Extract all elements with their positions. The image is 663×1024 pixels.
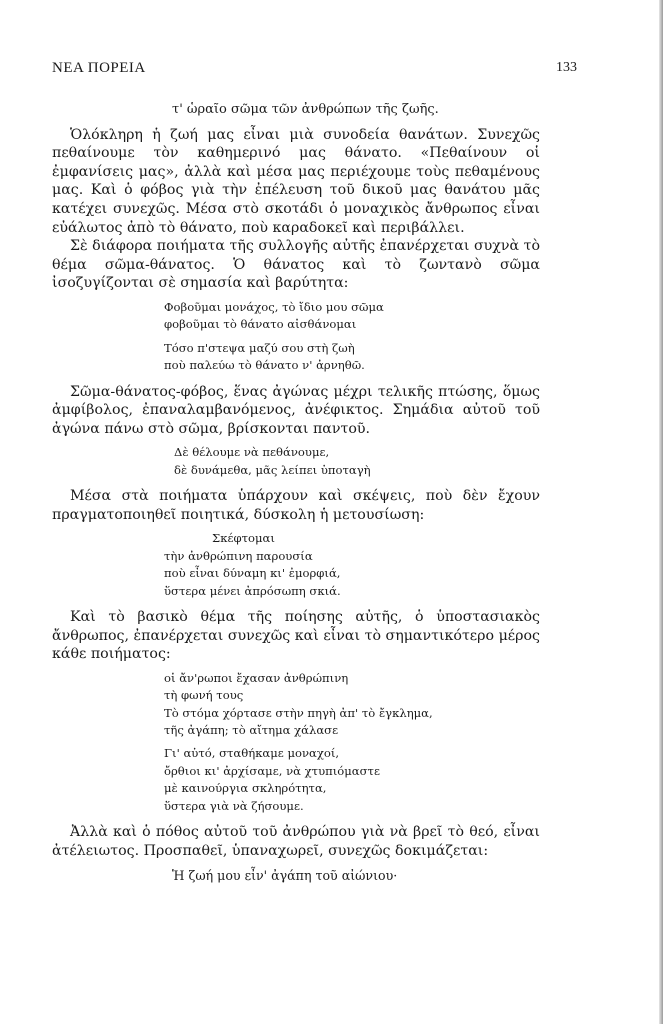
verse-line: Γι' αὐτό, σταθήκαμε μοναχοί, <box>164 746 340 761</box>
paragraph: Σῶμα-θάνατος-φόβος, ἕνας ἀγώνας μέχρι τελικῆς πτώσης, ὅμως ἀμφίβολος, ἐπαναλαμβανόμενος, ἀνέφικτος. Σημάδια αὐτοῦ τοῦ ἀγώνα πάνω στὸ σῶμα, βρίσκονται παντοῦ. <box>52 383 540 437</box>
verse-line: Ἡ ζωή μου εἶν' ἀγάπη τοῦ αἰώνιου· <box>172 868 398 884</box>
verse-line: δὲ δυνάμεθα, μᾶς λείπει ὑποταγὴ <box>174 462 371 477</box>
poem-excerpt <box>52 444 540 479</box>
verse-line: ποὺ εἶναι δύναμη κι' ἐμορφιά, <box>164 566 341 581</box>
verse-line: ὄρθιοι κι' ἀρχίσαμε, νὰ χτυπιόμαστε <box>164 763 380 778</box>
verse-line: Δὲ θέλουμε νὰ πεθάνουμε, <box>174 445 330 460</box>
verse-line: φοβοῦμαι τὸ θάνατο αἰσθάνομαι <box>164 317 357 332</box>
poem-excerpt <box>52 530 540 600</box>
paragraph: Ἀλλὰ καὶ ὁ πόθος αὐτοῦ τοῦ ἀνθρώπου γιὰ νὰ βρεῖ τὸ θεό, εἶναι ἀτέλειωτος. Προσπαθεῖ, ὑπαναχωρεῖ, συνεχῶς δοκιμάζεται: <box>52 824 540 859</box>
poem-excerpt <box>52 670 540 815</box>
page-body <box>52 101 540 883</box>
verse-line: Σκέφτομαι <box>212 531 275 546</box>
verse-line: ὕστερα γιὰ νὰ ζήσουμε. <box>164 798 304 813</box>
verse-line: Τὸ στόμα χόρτασε στὴν πηγὴ ἀπ' τὸ ἔγκλημα, <box>164 705 433 720</box>
paragraph: Ὁλόκληρη ἡ ζωή μας εἶναι μιὰ συνοδεία θανάτων. Συνεχῶς πεθαίνουμε τὸν καθημερινό μας θάνατο. «Πεθαίνουν οἱ ἐμφανίσεις μας», ἀλλὰ καὶ μέσα μας περιέχουμε τοὺς πεθαμένους μας. Καὶ ὁ φόβος γιὰ τὴν ἐπέλευση τοῦ δικοῦ μας θανάτου μᾶς κατέχει συνεχῶς. Μέσα στὸ σκοτάδι ὁ μοναχικὸς ἄνθρωπος εἶναι εὐάλωτος ἀπὸ τὸ θάνατο, ποὺ καραδοκεῖ καὶ περιβάλλει. <box>52 126 540 236</box>
paragraph: Μέσα στὰ ποιήματα ὑπάρχουν καὶ σκέψεις, ποὺ δὲν ἔχουν πραγματοποιηθεῖ ποιητικά, δύσκολη ἡ μετουσίωση: <box>52 488 540 523</box>
verse-line: μὲ καινούργια σκληρότητα, <box>164 781 327 796</box>
paragraph: Σὲ διάφορα ποιήματα τῆς συλλογῆς αὐτῆς ἐπανέρχεται συχνὰ τὸ θέμα σῶμα-θάνατος. Ὁ θάνατος καὶ τὸ ζωντανὸ σῶμα ἰσοζυγίζονται σὲ σημασία καὶ βαρύτητα: <box>52 238 540 292</box>
continuation-line: τ' ὡραῖο σῶμα τῶν ἀνθρώπων τῆς ζωῆς. <box>172 102 439 117</box>
verse-line: ποὺ παλεύω τὸ θάνατο ν' ἀρνηθῶ. <box>164 358 365 373</box>
verse-line: τὴν ἀνθρώπινη παρουσία <box>164 548 313 563</box>
page-edge <box>659 0 663 1024</box>
paragraph: Καὶ τὸ βασικὸ θέμα τῆς ποίησης αὐτῆς, ὁ ὑποστασιακὸς ἄνθρωπος, ἐπανέρχεται συνεχῶς καὶ εἶναι τὸ σημαντικότερο μέρος κάθε ποιήματος: <box>52 608 540 663</box>
verse-line: Τόσο π'στεψα μαζύ σου στὴ ζωὴ <box>164 340 355 355</box>
poem-excerpt <box>52 299 540 375</box>
verse-line: οἱ ἄν'ρωποι ἔχασαν ἀνθρώπινη <box>164 670 349 685</box>
verse-line: Φοβοῦμαι μονάχος, τὸ ἴδιο μου σῶμα <box>164 299 384 314</box>
journal-title: ΝΕΑ ΠΟΡΕΙΑ <box>52 60 146 76</box>
page-number: 133 <box>556 60 577 75</box>
verse-line: τῆς ἀγάπη; τὸ αἴτημα χάλασε <box>164 722 339 737</box>
verse-line: ὕστερα μένει ἀπρόσωπη σκιά. <box>164 583 341 598</box>
running-header <box>52 60 577 84</box>
verse-line: τὴ φωνή τους <box>164 688 244 703</box>
